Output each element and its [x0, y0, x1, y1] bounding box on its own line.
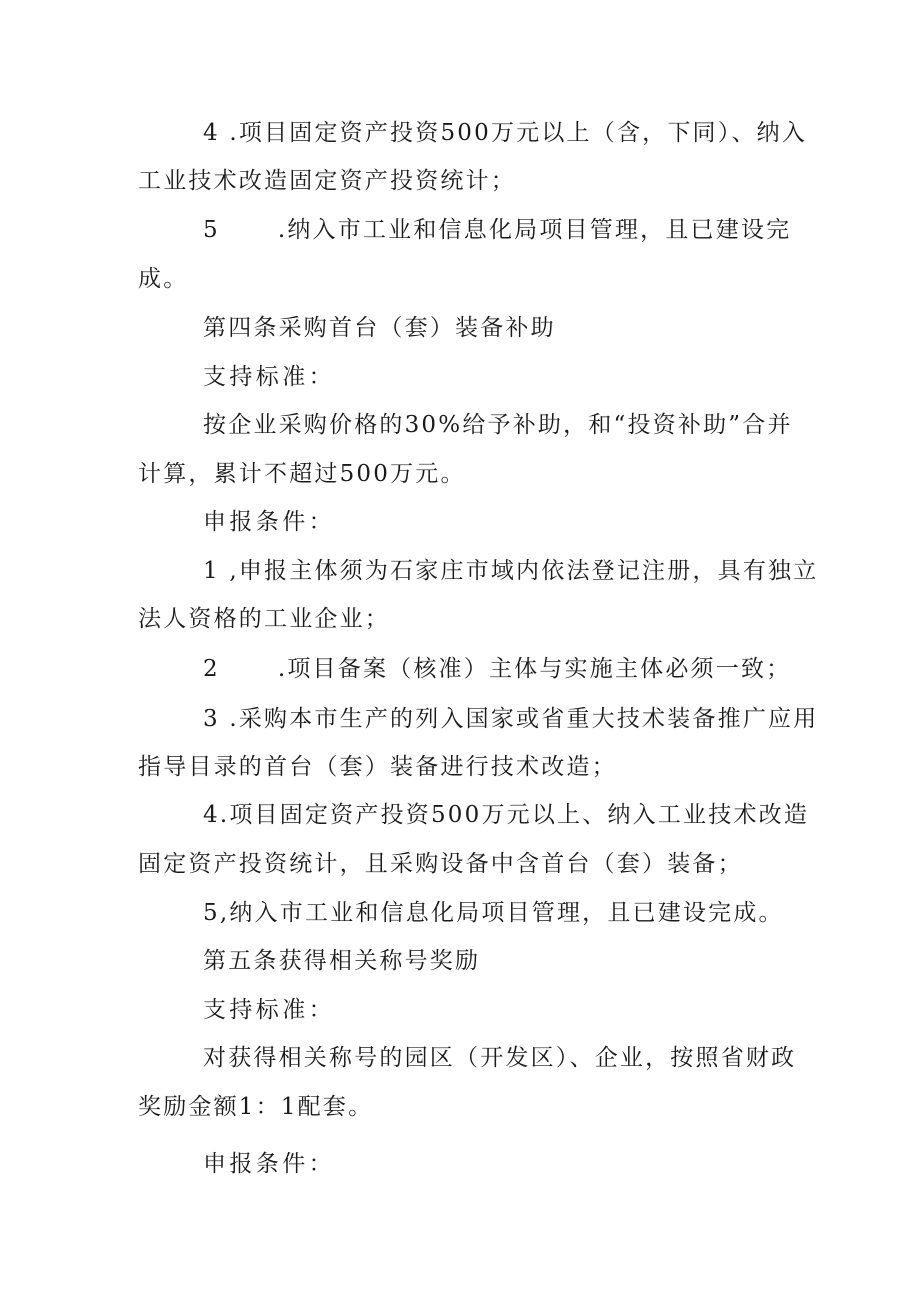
paragraph-line [203, 654, 791, 684]
paragraph-line: 按企业采购价格的30%给予补助，和“投资补助”合并 [203, 412, 793, 438]
list-number: 5 [203, 217, 220, 243]
paragraph-line: 3 .采购本市生产的列入国家或省重大技术装备推广应用 [203, 706, 819, 732]
list-text: .纳入市工业和信息化局项目管理，且已建设完 [277, 217, 792, 243]
list-text: .项目备案（核准）主体与实施主体必须一致； [277, 656, 792, 682]
paragraph-line: 对获得相关称号的园区（开发区）、企业，按照省财政 [203, 1045, 797, 1071]
paragraph-line: 4.项目固定资产投资500万元以上、纳入工业技术改造 [203, 802, 810, 828]
list-number: 2 [203, 656, 220, 682]
paragraph-line: 计算，累计不超过500万元。 [138, 461, 466, 487]
paragraph-line: 法人资格的工业企业； [138, 606, 390, 632]
subheading: 支持标准： [203, 364, 335, 390]
paragraph-line: 奖励金额1：1配套。 [138, 1094, 374, 1120]
paragraph-line: 成。 [138, 266, 189, 292]
paragraph-line: 工业技术改造固定资产投资统计； [138, 168, 516, 194]
section-heading: 第四条采购首台（套）装备补助 [203, 315, 556, 341]
paragraph-line: 4 .项目固定资产投资500万元以上（含，下同）、纳入 [203, 120, 808, 146]
subheading: 申报条件： [203, 1151, 335, 1177]
subheading: 申报条件： [203, 509, 335, 535]
paragraph-line [203, 215, 791, 245]
paragraph-line: 指导目录的首台（套）装备进行技术改造； [138, 754, 617, 780]
subheading: 支持标准： [203, 997, 335, 1023]
paragraph-line: 5,纳入市工业和信息化局项目管理，且已建设完成。 [203, 900, 784, 926]
paragraph-line: 固定资产投资统计，且采购设备中含首台（套）装备； [138, 851, 743, 877]
paragraph-line: 1 ,申报主体须为石家庄市域内依法登记注册，具有独立 [203, 558, 819, 584]
section-heading: 第五条获得相关称号奖励 [203, 948, 481, 974]
